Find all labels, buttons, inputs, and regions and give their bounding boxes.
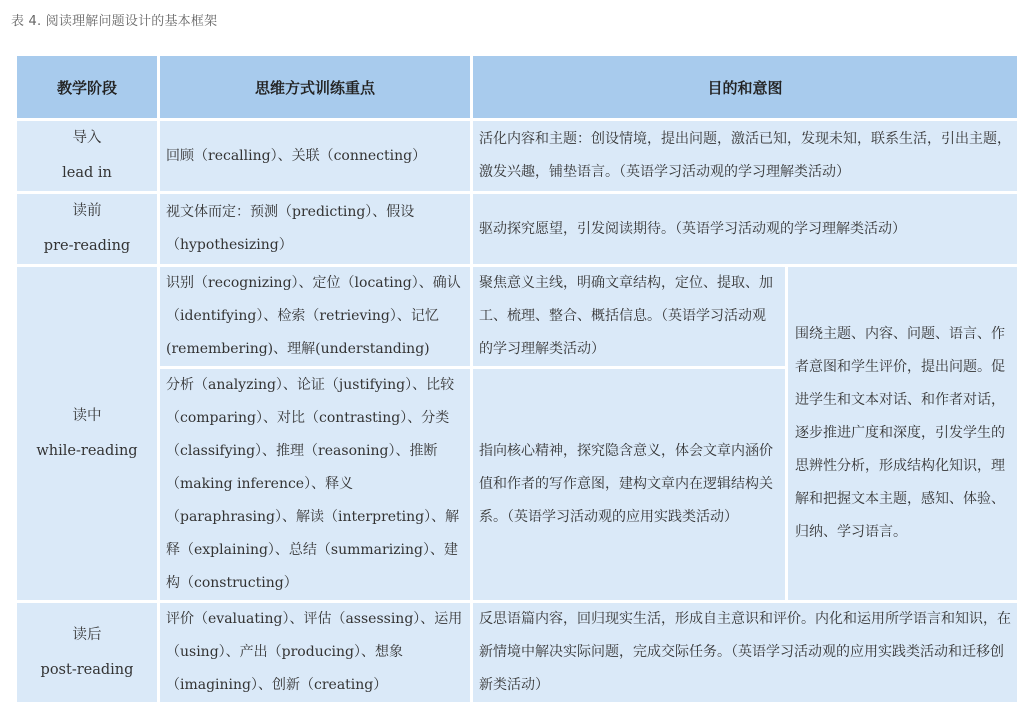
header-thinking: 思维方式训练重点	[160, 56, 470, 118]
purpose-cell: 指向核心精神，探究隐含意义，体会文章内涵价值和作者的写作意图，建构文章内在逻辑结构关系。（英语学习活动观的应用实践类活动）	[473, 369, 785, 600]
stage-en: pre-reading	[43, 238, 131, 254]
header-row	[17, 56, 1017, 118]
stage-cell	[17, 267, 157, 600]
table-row-pre-reading	[17, 194, 1017, 264]
stage-cn: 读中	[72, 407, 102, 424]
table-row-while-reading-a	[17, 267, 1017, 366]
thinking-cell: 分析（analyzing）、论证（justifying）、比较（comparing）、对比（contrasting）、分类（classifying）、推理（reasoning）、推断（making inference）、释义（paraphrasing）、解读（interpreting）、解释（explaining）、总结（summarizing）、建构（constructing）	[160, 369, 470, 600]
stage-cn: 读前	[72, 203, 102, 219]
stage-cell	[17, 603, 157, 702]
thinking-cell: 识别（recognizing）、定位（locating）、确认（identifying）、检索（retrieving）、记忆(remembering)、理解(understanding)	[160, 267, 470, 366]
table-caption: 表 4. 阅读理解问题设计的基本框架	[11, 14, 218, 29]
purpose-cell: 活化内容和主题：创设情境，提出问题，激活已知，发现未知，联系生活，引出主题，激发兴趣，铺垫语言。（英语学习活动观的学习理解类活动）	[473, 121, 1017, 191]
stage-cn: 导入	[72, 130, 102, 146]
header-stage: 教学阶段	[17, 56, 157, 118]
thinking-cell: 视文体而定：预测（predicting）、假设（hypothesizing）	[160, 194, 470, 264]
stage-en: lead in	[62, 165, 112, 181]
purpose-cell: 驱动探究愿望，引发阅读期待。（英语学习活动观的学习理解类活动）	[473, 194, 1017, 264]
stage-en: while-reading	[36, 442, 138, 459]
table-row-lead-in	[17, 121, 1017, 191]
stage-cell	[17, 121, 157, 191]
table-row-post-reading	[17, 603, 1017, 702]
shared-purpose-cell: 围绕主题、内容、问题、语言、作者意图和学生评价，提出问题。促进学生和文本对话、和作者对话，逐步推进广度和深度，引发学生的思辨性分析，形成结构化知识，理解和把握文本主题，感知、体验、归纳、学习语言。	[788, 267, 1017, 600]
stage-cell	[17, 194, 157, 264]
purpose-cell: 聚焦意义主线，明确文章结构，定位、提取、加工、梳理、整合、概括信息。（英语学习活动观的学习理解类活动）	[473, 267, 785, 366]
framework-table	[14, 53, 1020, 705]
stage-cn: 读后	[72, 626, 102, 643]
header-purpose: 目的和意图	[473, 56, 1017, 118]
purpose-cell: 反思语篇内容，回归现实生活，形成自主意识和评价。内化和运用所学语言和知识，在新情境中解决实际问题，完成交际任务。（英语学习活动观的应用实践类活动和迁移创新类活动）	[473, 603, 1017, 702]
stage-en: post-reading	[40, 661, 134, 678]
thinking-cell: 回顾（recalling）、关联（connecting）	[160, 121, 470, 191]
thinking-cell: 评价（evaluating）、评估（assessing）、运用（using）、产出（producing）、想象（imagining）、创新（creating）	[160, 603, 470, 702]
